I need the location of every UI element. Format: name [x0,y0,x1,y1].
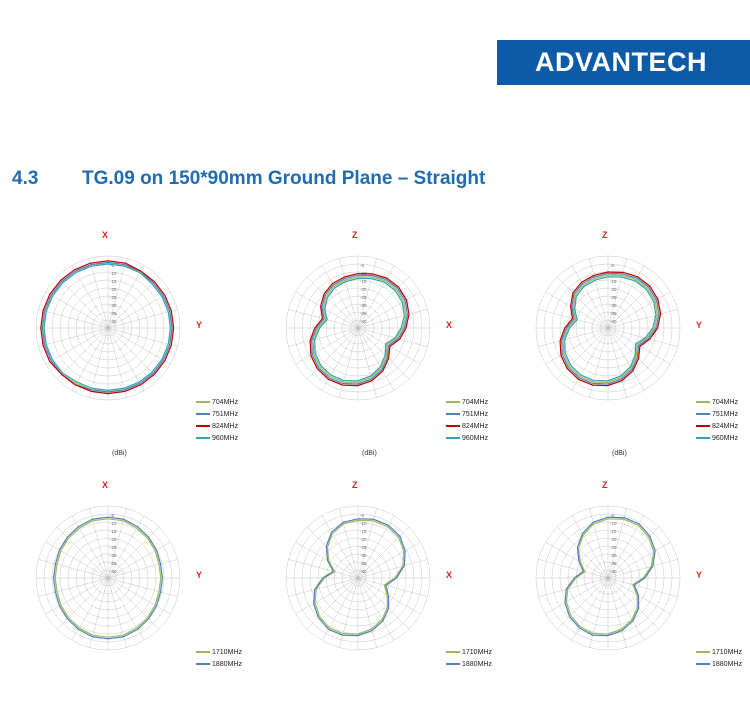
svg-text:-30: -30 [610,553,617,558]
plot-row-high-band [0,478,750,728]
legend-zy-low [696,396,738,444]
svg-text:-25: -25 [610,295,617,300]
axis-label-horizontal: Y [196,570,203,580]
svg-text:-25: -25 [610,545,617,550]
legend-swatch [196,413,210,415]
legend-item [196,646,242,658]
legend-label: 704MHz [712,398,739,406]
svg-text:-30: -30 [610,303,617,308]
svg-text:-5: -5 [360,263,365,268]
polar-chart-svg [18,236,198,416]
polar-plot-zy-low [518,230,703,416]
legend-swatch [696,651,710,653]
svg-text:-35: -35 [610,311,617,316]
legend-item [696,646,742,658]
svg-text:-10: -10 [360,521,367,526]
svg-text:-40: -40 [360,319,367,324]
legend-label: 824MHz [212,422,239,430]
legend-item [696,408,738,420]
svg-text:-35: -35 [360,561,367,566]
svg-text:-20: -20 [610,537,617,542]
legend-swatch [446,413,460,415]
axis-label-horizontal: Y [696,570,703,580]
axis-label-vertical: Z [602,480,608,490]
plot-cell-zy-high [500,478,750,728]
legend-label: 1880MHz [462,660,492,668]
svg-text:-30: -30 [360,303,367,308]
svg-text:-5: -5 [610,513,615,518]
axis-label-vertical: Z [352,480,358,490]
svg-text:-20: -20 [360,537,367,542]
legend-swatch [696,425,710,427]
legend-swatch [696,401,710,403]
axis-label-horizontal: Y [696,320,703,330]
polar-plot-zy-high [518,480,703,666]
polar-chart-svg [518,236,698,416]
legend-swatch [196,401,210,403]
section-title: TG.09 on 150*90mm Ground Plane – Straight [82,168,486,189]
legend-swatch [446,663,460,665]
svg-text:-5: -5 [110,513,115,518]
legend-item [696,420,738,432]
axis-label-horizontal: X [446,320,453,330]
legend-label: 704MHz [212,398,239,406]
legend-item [446,408,488,420]
legend-label: 960MHz [212,434,239,442]
svg-text:-30: -30 [110,303,117,308]
svg-text:-10: -10 [610,271,617,276]
svg-text:-15: -15 [360,529,367,534]
svg-text:-10: -10 [110,521,117,526]
legend-item [196,420,238,432]
page-title [12,168,742,190]
unit-label: (dBi) [362,450,377,457]
legend-item [196,396,238,408]
legend-label: 704MHz [462,398,489,406]
polar-plot-zx-low [268,230,453,416]
legend-swatch [196,437,210,439]
polar-chart-svg [18,486,198,666]
svg-text:-30: -30 [110,553,117,558]
legend-item [446,658,492,670]
legend-item [696,658,742,670]
legend-label: 1880MHz [712,660,742,668]
plot-cell-xy-low [0,228,250,478]
axis-label-vertical: Z [602,230,608,240]
legend-swatch [696,437,710,439]
svg-text:-5: -5 [360,513,365,518]
svg-text:-25: -25 [360,295,367,300]
legend-label: 751MHz [212,410,239,418]
legend-label: 751MHz [712,410,739,418]
legend-label: 1710MHz [712,648,742,656]
svg-text:-40: -40 [610,569,617,574]
legend-item [196,408,238,420]
plot-cell-xy-high [0,478,250,728]
polar-plot-xy-low [18,230,203,416]
legend-label: 824MHz [462,422,489,430]
legend-item [696,396,738,408]
legend-swatch [196,425,210,427]
svg-text:-40: -40 [360,569,367,574]
legend-label: 1880MHz [212,660,242,668]
polar-chart-svg [268,236,448,416]
svg-text:-5: -5 [110,263,115,268]
svg-text:-10: -10 [360,271,367,276]
plot-cell-zx-high [250,478,500,728]
legend-item [196,658,242,670]
legend-item [696,432,738,444]
legend-label: 751MHz [462,410,489,418]
legend-item [446,396,488,408]
svg-text:-30: -30 [360,553,367,558]
legend-swatch [196,651,210,653]
legend-swatch [446,651,460,653]
svg-text:-35: -35 [110,311,117,316]
advantech-logo-bar [497,40,750,85]
legend-label: 960MHz [462,434,489,442]
svg-text:-25: -25 [110,545,117,550]
radiation-pattern-grid [0,228,750,728]
svg-text:-25: -25 [360,545,367,550]
legend-label: 1710MHz [462,648,492,656]
svg-text:-10: -10 [110,271,117,276]
svg-text:-40: -40 [610,319,617,324]
polar-plot-xy-high [18,480,203,666]
legend-item [446,420,488,432]
legend-swatch [696,413,710,415]
legend-item [446,646,492,658]
legend-swatch [446,401,460,403]
legend-swatch [196,663,210,665]
unit-label: (dBi) [612,450,627,457]
advantech-logo-text: ADVANTECH [535,47,707,77]
svg-text:-20: -20 [110,287,117,292]
legend-item [196,432,238,444]
plot-cell-zy-low [500,228,750,478]
axis-label-horizontal: Y [196,320,203,330]
polar-chart-svg [268,486,448,666]
axis-label-horizontal: X [446,570,453,580]
svg-text:-15: -15 [610,529,617,534]
svg-text:-20: -20 [360,287,367,292]
svg-text:-35: -35 [610,561,617,566]
svg-text:-5: -5 [610,263,615,268]
legend-swatch [696,663,710,665]
legend-label: 824MHz [712,422,739,430]
svg-text:-40: -40 [110,569,117,574]
svg-text:-20: -20 [610,287,617,292]
legend-item [446,432,488,444]
axis-label-vertical: Z [352,230,358,240]
legend-label: 1710MHz [212,648,242,656]
legend-xy-low [196,396,238,444]
svg-text:-10: -10 [610,521,617,526]
svg-text:-15: -15 [610,279,617,284]
axis-label-vertical: X [102,230,109,240]
axis-label-vertical: X [102,480,109,490]
svg-text:-15: -15 [110,279,117,284]
svg-text:-15: -15 [360,279,367,284]
plot-row-low-band [0,228,750,478]
svg-text:-35: -35 [110,561,117,566]
section-number: 4.3 [12,168,39,189]
svg-text:-15: -15 [110,529,117,534]
legend-swatch [446,437,460,439]
svg-text:-25: -25 [110,295,117,300]
unit-label: (dBi) [112,450,127,457]
legend-label: 960MHz [712,434,739,442]
svg-text:-20: -20 [110,537,117,542]
plot-cell-zx-low [250,228,500,478]
legend-zx-low [446,396,488,444]
legend-swatch [446,425,460,427]
svg-text:-35: -35 [360,311,367,316]
polar-plot-zx-high [268,480,453,666]
polar-chart-svg [518,486,698,666]
svg-text:-40: -40 [110,319,117,324]
